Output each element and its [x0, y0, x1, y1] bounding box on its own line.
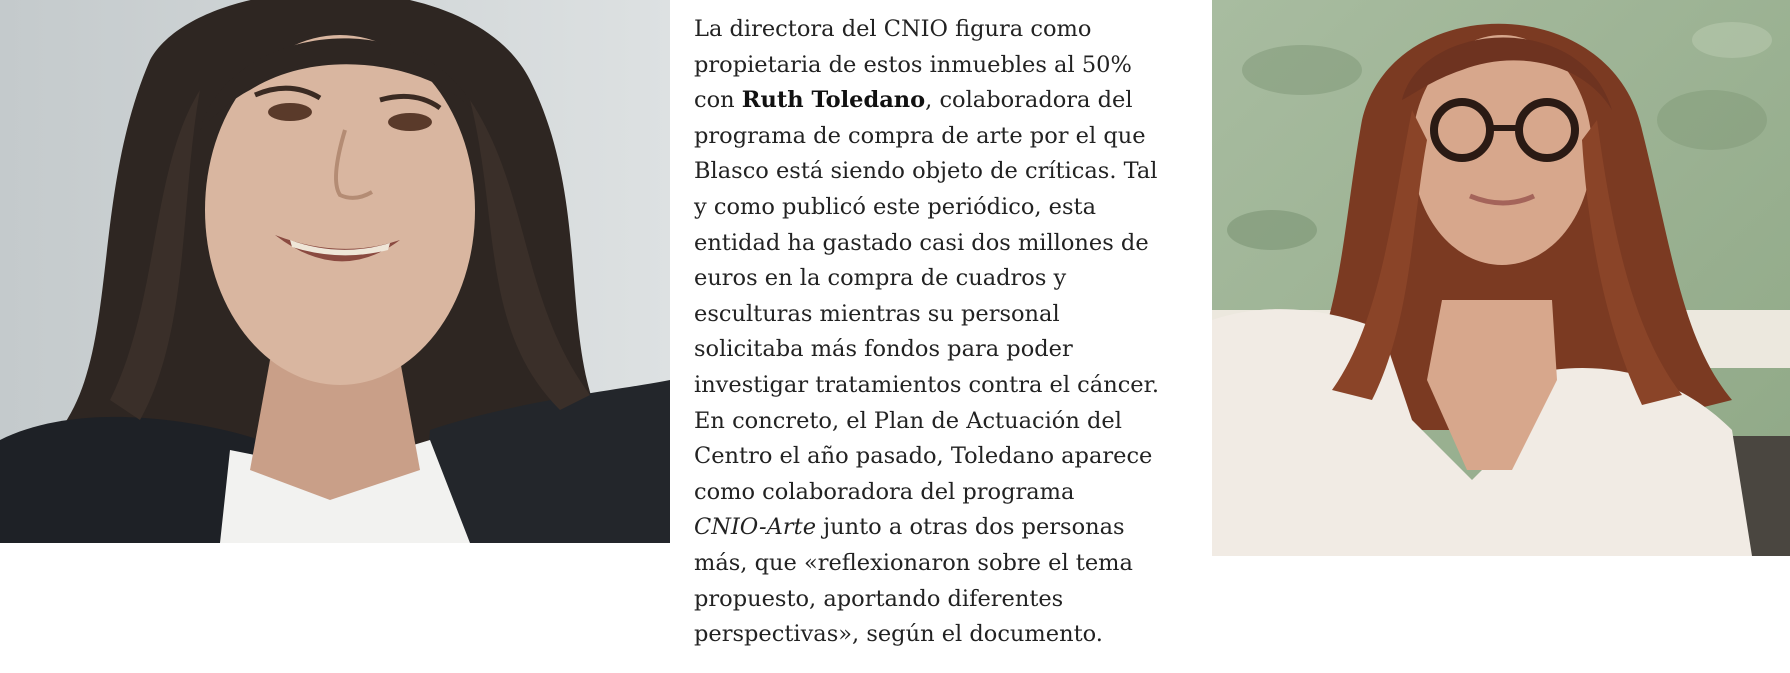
article-line: propietaria de estos inmuebles al 50%	[694, 51, 1132, 78]
article-line: investigar tratamientos contra el cáncer.	[694, 371, 1160, 398]
article-paragraph	[694, 12, 1194, 653]
article-line: programa de compra de arte por el que	[694, 122, 1146, 149]
portrait-icon	[0, 0, 670, 543]
portrait-icon	[1212, 0, 1790, 556]
person-name-bold: Ruth Toledano	[741, 87, 926, 114]
article-line: propuesto, aportando diferentes	[694, 585, 1064, 612]
program-name-italic: CNIO-Arte	[694, 514, 817, 541]
article-line: con Ruth Toledano, colaboradora del	[694, 87, 1133, 114]
article-line: como colaboradora del programa	[694, 478, 1075, 505]
article-line: entidad ha gastado casi dos millones de	[694, 229, 1149, 256]
article-line: y como publicó este periódico, esta	[694, 193, 1096, 220]
portrait-photo-right	[1212, 0, 1790, 556]
article-line: más, que «reflexionaron sobre el tema	[694, 549, 1133, 576]
article-line: perspectivas», según el documento.	[694, 621, 1103, 648]
article-line: Centro el año pasado, Toledano aparece	[694, 443, 1153, 470]
article-line: euros en la compra de cuadros y	[694, 265, 1067, 292]
article-line: La directora del CNIO figura como	[694, 16, 1092, 42]
article-line: esculturas mientras su personal	[694, 300, 1060, 327]
article-line: CNIO-Arte junto a otras dos personas	[694, 514, 1125, 541]
article-line: En concreto, el Plan de Actuación del	[694, 407, 1122, 434]
portrait-photo-left	[0, 0, 670, 543]
article-line: solicitaba más fondos para poder	[694, 336, 1073, 363]
article-line: Blasco está siendo objeto de críticas. Tal	[694, 158, 1158, 185]
